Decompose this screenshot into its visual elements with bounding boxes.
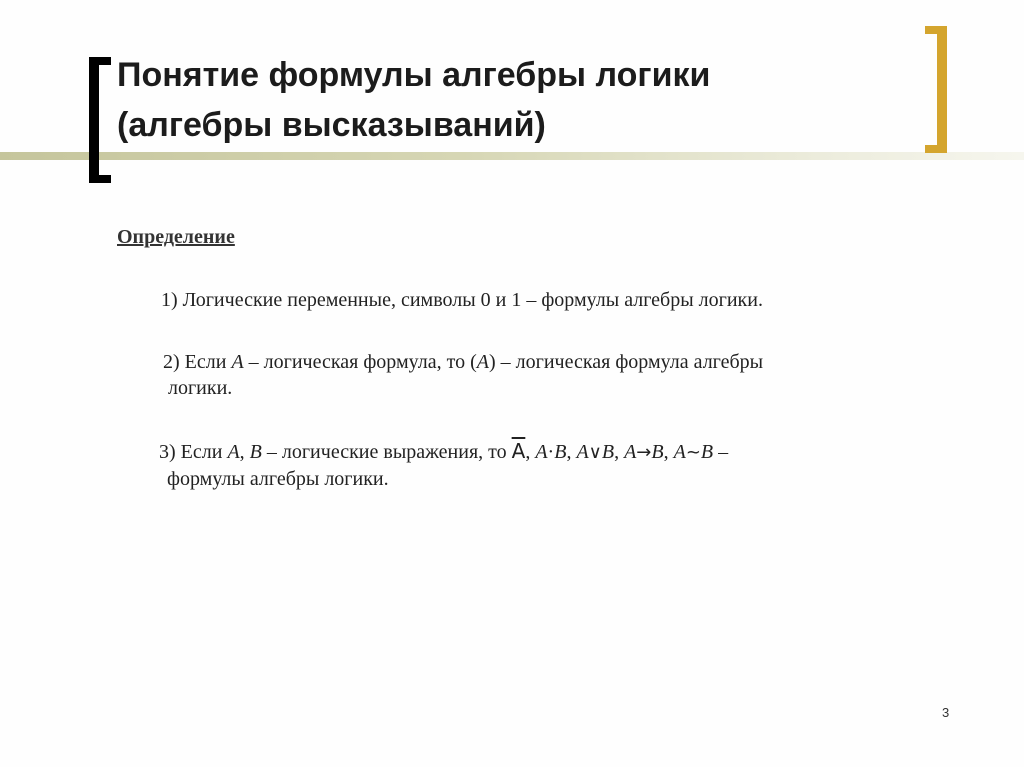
definition-item-2 bbox=[163, 349, 963, 401]
item-3-prefix: 3) Если bbox=[159, 441, 228, 463]
definition-item-1 bbox=[161, 287, 763, 313]
page-number: 3 bbox=[942, 705, 950, 720]
item-2-prefix: 2) Если bbox=[163, 351, 232, 373]
implication-operator: → bbox=[636, 442, 652, 463]
item-2-line-2: логики. bbox=[168, 377, 233, 399]
item-2-middle-1: – логическая формула, то ( bbox=[243, 351, 477, 373]
item-3-variable-a: A bbox=[227, 441, 240, 463]
item-3-comma: , bbox=[239, 441, 250, 463]
definition-heading: Определение bbox=[117, 226, 235, 248]
slide-title-line-1: Понятие формулы алгебры логики bbox=[117, 56, 711, 94]
definition-item-3: 3) Если A, B – логические выражения, то $\overline{A}$, A·B, A∨B, A→B, A~B – формулы алгебры логики. bbox=[159, 438, 959, 492]
implication-a: A bbox=[624, 441, 637, 463]
title-divider bbox=[0, 152, 1024, 160]
slide-title bbox=[117, 50, 917, 150]
negation-a-formula: $\overline{A}$ bbox=[511, 439, 526, 463]
conjunction-a: A bbox=[535, 441, 548, 463]
item-2-variable-a-parenthesized: A bbox=[476, 351, 489, 373]
item-3-middle: – логические выражения, то bbox=[261, 441, 512, 463]
disjunction-b: B bbox=[601, 441, 615, 463]
disjunction-operator: ∨ bbox=[588, 442, 602, 463]
right-bracket-decoration bbox=[937, 26, 947, 153]
conjunction-operator: · bbox=[547, 441, 555, 463]
slide-title-line-2: (алгебры высказываний) bbox=[117, 106, 546, 144]
item-2-variable-a: A bbox=[231, 351, 244, 373]
item-3-line-2: формулы алгебры логики. bbox=[167, 468, 389, 490]
item-2-middle-2: ) – логическая формула алгебры bbox=[489, 351, 764, 373]
equivalence-operator: ~ bbox=[685, 442, 701, 463]
conjunction-b: B bbox=[554, 441, 567, 463]
definition-item-1-text: 1) Логические переменные, символы 0 и 1 – формулы алгебры логики. bbox=[161, 289, 763, 311]
disjunction-a: A bbox=[576, 441, 589, 463]
left-bracket-decoration bbox=[89, 57, 99, 183]
implication-b: B bbox=[651, 441, 664, 463]
equivalence-a: A bbox=[673, 441, 686, 463]
equivalence-b: B bbox=[700, 441, 714, 463]
item-3-tail: – bbox=[713, 441, 729, 463]
item-3-variable-b: B bbox=[249, 441, 262, 463]
